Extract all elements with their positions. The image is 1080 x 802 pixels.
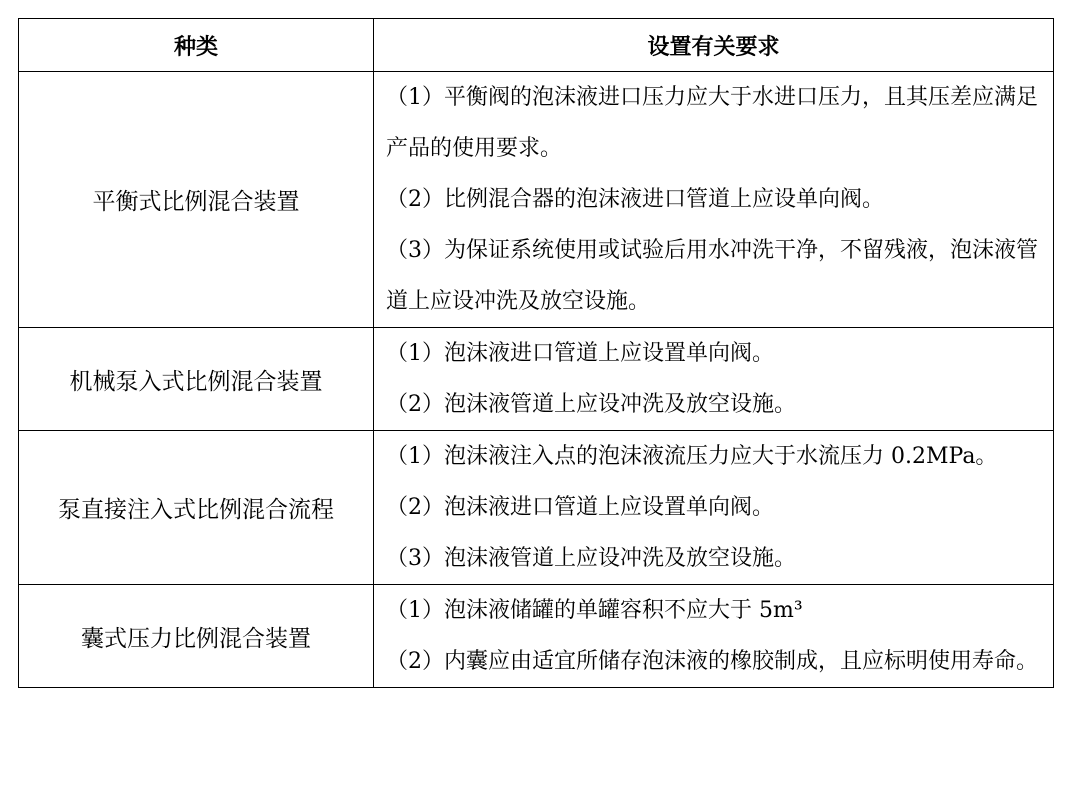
requirement-item: （2）泡沫液进口管道上应设置单向阀。 xyxy=(386,495,774,520)
row-kind: 泵直接注入式比例混合流程 xyxy=(19,431,374,585)
requirement-item: （1）泡沫液储罐的单罐容积不应大于 5m³ xyxy=(386,598,803,623)
requirement-item: （3）泡沫液管道上应设冲洗及放空设施。 xyxy=(386,546,796,571)
table-row xyxy=(19,431,1054,585)
table-row xyxy=(19,328,1054,431)
table-row xyxy=(19,585,1054,688)
requirement-item: （2）泡沫液管道上应设冲洗及放空设施。 xyxy=(386,392,796,417)
requirement-item: （1）泡沫液注入点的泡沫液流压力应大于水流压力 0.2MPa。 xyxy=(386,444,998,469)
proportioner-requirements-table xyxy=(18,18,1054,688)
requirements-table-container xyxy=(18,18,1053,688)
row-requirements xyxy=(374,431,1054,585)
requirement-item: （2）比例混合器的泡沫液进口管道上应设单向阀。 xyxy=(386,187,884,212)
row-requirements xyxy=(374,328,1054,431)
row-kind: 囊式压力比例混合装置 xyxy=(19,585,374,688)
header-kind: 种类 xyxy=(19,19,374,72)
requirement-item: （1）平衡阀的泡沫液进口压力应大于水进口压力，且其压差应满足产品的使用要求。 xyxy=(386,85,1038,161)
requirement-item: （1）泡沫液进口管道上应设置单向阀。 xyxy=(386,341,774,366)
row-kind: 机械泵入式比例混合装置 xyxy=(19,328,374,431)
requirement-item: （3）为保证系统使用或试验后用水冲洗干净，不留残液，泡沫液管道上应设冲洗及放空设施。 xyxy=(386,238,1038,314)
requirement-item: （2）内囊应由适宜所储存泡沫液的橡胶制成，且应标明使用寿命。 xyxy=(386,649,1038,674)
row-kind: 平衡式比例混合装置 xyxy=(19,72,374,328)
table-row xyxy=(19,72,1054,328)
row-requirements xyxy=(374,585,1054,688)
row-requirements xyxy=(374,72,1054,328)
header-requirements: 设置有关要求 xyxy=(374,19,1054,72)
table-header-row xyxy=(19,19,1054,72)
